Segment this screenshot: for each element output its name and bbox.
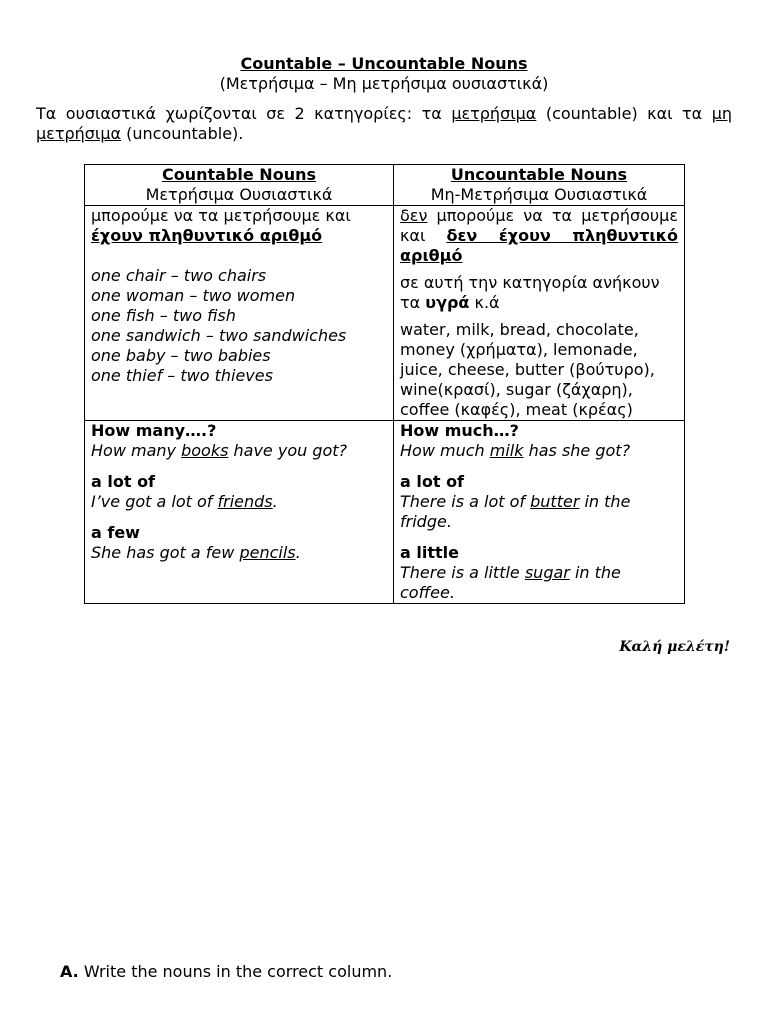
example-text: in the fridge. (400, 492, 631, 531)
page-title: Countable – Uncountable Nouns (240, 54, 528, 73)
nouns-table (84, 164, 685, 604)
countable-example: one sandwich – two sandwiches (91, 326, 347, 345)
example-text: I’ve got a lot of (91, 492, 218, 511)
page-subtitle: (Μετρήσιμα – Μη μετρήσιμα ουσιαστικά) (219, 74, 549, 93)
a-little-example (400, 563, 678, 603)
intro-text-1: Τα ουσιαστικά χωρίζονται σε 2 κατηγορίες: τα (36, 104, 452, 123)
example-noun: pencils (239, 543, 296, 562)
countable-header: Countable Nouns (161, 165, 316, 184)
table-header-row (85, 165, 685, 206)
table-definition-row (85, 206, 685, 421)
countable-usage-cell (85, 421, 394, 604)
a-little-label: a little (400, 543, 459, 562)
intro-text-3: (uncountable). (121, 124, 244, 143)
a-lot-of-label: a lot of (400, 472, 465, 491)
a-lot-of-example (400, 492, 678, 532)
uncountable-cat-text: σε αυτή την κατηγορία ανήκουν τα (400, 273, 660, 312)
uncountable-cat-post: κ.ά (469, 293, 500, 312)
exercise-instruction: Write the nouns in the correct column. (83, 962, 393, 981)
how-many-example (91, 441, 387, 461)
countable-desc-text: μπορούμε να τα μετρήσουμε και (91, 206, 351, 225)
countable-definition-cell (85, 206, 394, 421)
example-noun: sugar (524, 563, 570, 582)
how-many-label: How many….? (91, 421, 217, 440)
exercise-label: A. (60, 962, 79, 981)
countable-example: one baby – two babies (91, 346, 271, 365)
uncountable-header: Uncountable Nouns (450, 165, 628, 184)
intro-term-countable: μετρήσιμα (451, 104, 537, 123)
uncountable-desc-bold: δεν έχουν πληθυντικό αριθμό (400, 226, 679, 265)
uncountable-header-greek: Μη-Μετρήσιμα Ουσιαστικά (430, 185, 648, 204)
a-lot-of-example (91, 492, 387, 512)
example-text: There is a little (400, 563, 525, 582)
example-text: There is a lot of (400, 492, 531, 511)
a-few-label: a few (91, 523, 140, 542)
closing-note: Καλή μελέτη! (619, 639, 730, 655)
countable-header-greek: Μετρήσιμα Ουσιαστικά (145, 185, 333, 204)
uncountable-header-cell (394, 165, 685, 206)
uncountable-category (400, 273, 678, 313)
example-noun: friends (217, 492, 273, 511)
uncountable-description (400, 206, 678, 266)
example-noun: books (181, 441, 229, 460)
countable-example: one chair – two chairs (91, 266, 267, 285)
example-text: . (295, 543, 301, 562)
how-much-label: How much…? (400, 421, 519, 440)
countable-desc-bold: έχουν πληθυντικό αριθμό (91, 226, 323, 245)
example-text: . (272, 492, 278, 511)
exercise-a (60, 962, 392, 981)
example-text: has she got? (523, 441, 631, 460)
example-noun: milk (489, 441, 524, 460)
example-text: How much (400, 441, 490, 460)
example-text: She has got a few (91, 543, 240, 562)
a-few-example (91, 543, 387, 563)
how-much-example (400, 441, 678, 461)
intro-paragraph (36, 104, 732, 144)
uncountable-desc-text: μπορούμε να τα μετρήσουμε και (400, 206, 678, 245)
uncountable-cat-bold: υγρά (425, 293, 470, 312)
uncountable-examples: water, milk, bread, chocolate, money (χρήματα), lemonade, juice, cheese, butter (βούτυρο), wine(κρασί), sugar (ζάχαρη), coffee (καφές), meat (κρέας) (400, 320, 655, 419)
countable-example: one thief – two thieves (91, 366, 273, 385)
countable-header-cell (85, 165, 394, 206)
a-lot-of-label: a lot of (91, 472, 156, 491)
uncountable-desc-neg: δεν (400, 206, 428, 225)
intro-text-2: (countable) και τα (536, 104, 712, 123)
countable-example: one fish – two fish (91, 306, 236, 325)
countable-description (91, 206, 387, 246)
intro-term-uncountable: μη μετρήσιμα (36, 104, 733, 143)
example-text: How many (91, 441, 182, 460)
example-text: have you got? (228, 441, 348, 460)
example-noun: butter (530, 492, 580, 511)
example-text: in the coffee. (400, 563, 621, 602)
countable-example: one woman – two women (91, 286, 296, 305)
uncountable-definition-cell (394, 206, 685, 421)
uncountable-usage-cell (394, 421, 685, 604)
table-usage-row (85, 421, 685, 604)
